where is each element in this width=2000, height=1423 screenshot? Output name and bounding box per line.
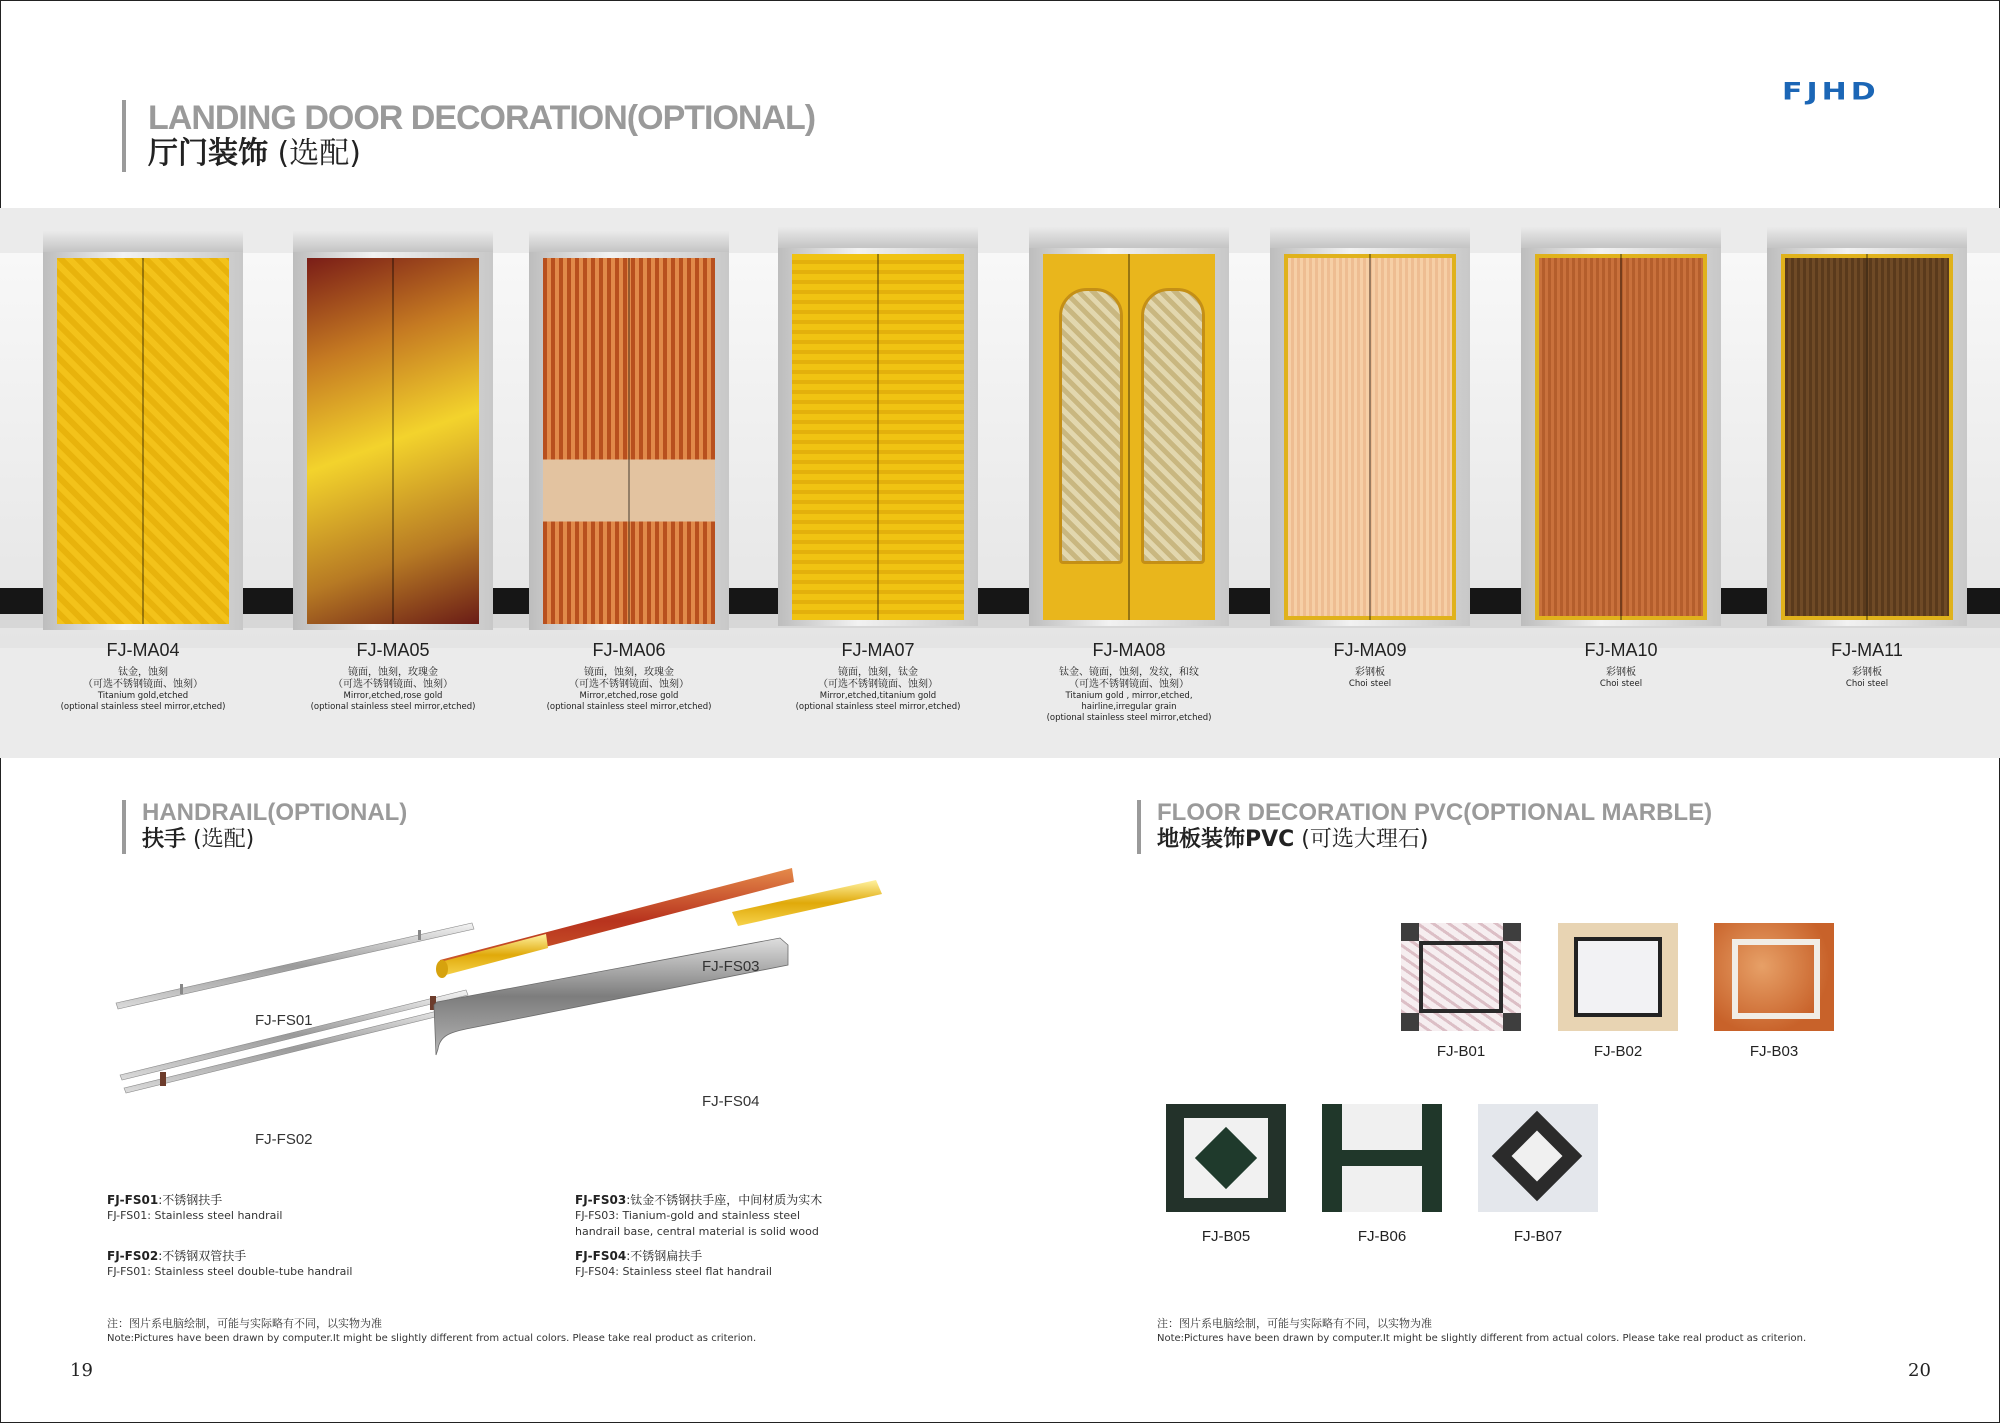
floor-title-en: FLOOR DECORATION PVC(OPTIONAL MARBLE): [1157, 799, 1713, 826]
door-label: FJ-MA09 彩钢板 Choi steel: [1260, 640, 1480, 690]
door-fj-ma04: [43, 230, 243, 630]
handrail-caption: FJ-FS03: [702, 958, 760, 975]
door-label: FJ-MA11 彩钢板 Choi steel: [1757, 640, 1977, 690]
door-label: FJ-MA07 镜面，蚀刻，钛金 （可选不锈钢镜面、蚀刻） Mirror,etched,titanium gold (optional stainless steel mirror,etched): [768, 640, 988, 713]
door-code: FJ-MA04: [106, 640, 180, 660]
landing-title-en: LANDING DOOR DECORATION(OPTIONAL): [148, 99, 816, 137]
page-number-left: 19: [70, 1360, 93, 1381]
right-footnote: 注：图片系电脑绘制，可能与实际略有不同，以实物为准 Note:Pictures have been drawn by computer.It might be slightly different from actual colors. Please take real product as criterion.: [1157, 1317, 1807, 1344]
handrail-fs01: [116, 923, 474, 1009]
door-fj-ma05: [293, 230, 493, 630]
door-fj-ma06: [529, 230, 729, 630]
landing-title-cn-opt: (选配): [277, 136, 361, 171]
door-code: FJ-MA05: [356, 640, 430, 660]
handrail-illustrations: [100, 850, 940, 1130]
page-number-right: 20: [1908, 1360, 1931, 1381]
tile-caption: FJ-B03: [1749, 1043, 1799, 1060]
floor-tile-fj-b06: [1322, 1104, 1442, 1212]
door-label: FJ-MA04 钛金，蚀刻 （可选不锈钢镜面、蚀刻） Titanium gold,etched (optional stainless steel mirror,etched): [33, 640, 253, 713]
tile-caption: FJ-B07: [1513, 1228, 1563, 1245]
landing-title-cn: [148, 136, 815, 172]
brand-logo: FJHD: [1782, 78, 1880, 106]
landing-heading: [122, 100, 815, 172]
door-fj-ma07: [778, 226, 978, 626]
handrail-caption: FJ-FS04: [702, 1093, 760, 1110]
handrail-title-en: HANDRAIL(OPTIONAL): [142, 799, 408, 826]
handrail-note: FJ-FS04:不锈钢扁扶手 FJ-FS04: Stainless steel flat handrail: [575, 1249, 772, 1278]
door-code: FJ-MA07: [841, 640, 915, 660]
floor-tile-fj-b07: [1478, 1104, 1598, 1212]
floor-tile-fj-b01: [1401, 923, 1521, 1031]
door-fj-ma08: [1029, 226, 1229, 626]
handrail-caption: FJ-FS02: [255, 1131, 313, 1148]
door-code: FJ-MA08: [1092, 640, 1166, 660]
handrail-note: FJ-FS02:不锈钢双管扶手 FJ-FS01: Stainless steel double-tube handrail: [107, 1249, 353, 1278]
handrail-fs02: [120, 990, 472, 1093]
handrail-caption: FJ-FS01: [255, 1012, 313, 1029]
tile-caption: FJ-B05: [1201, 1228, 1251, 1245]
door-fj-ma09: [1270, 226, 1470, 626]
floor-title-cn: 地板装饰PVC (可选大理石): [1157, 827, 1429, 852]
door-code: FJ-MA09: [1333, 640, 1407, 660]
door-fj-ma11: [1767, 226, 1967, 626]
handrail-note: FJ-FS03:钛金不锈钢扶手座，中间材质为实木 FJ-FS03: Tianium-gold and stainless steel handrail base, central material is solid wood: [575, 1193, 823, 1238]
door-code: FJ-MA06: [592, 640, 666, 660]
door-code: FJ-MA10: [1584, 640, 1658, 660]
door-label: FJ-MA05 镜面，蚀刻，玫瑰金 （可选不锈钢镜面、蚀刻） Mirror,etched,rose gold (optional stainless steel mirror,etched): [283, 640, 503, 713]
door-code: FJ-MA11: [1831, 640, 1903, 660]
floor-heading: [1137, 800, 1712, 854]
handrail-note: FJ-FS01:不锈钢扶手 FJ-FS01: Stainless steel handrail: [107, 1193, 283, 1222]
handrail-title-cn: 扶手 (选配): [142, 827, 255, 852]
floor-tile-fj-b05: [1166, 1104, 1286, 1212]
landing-title-cn-main: 厅门装饰: [148, 136, 268, 171]
door-label: FJ-MA08 钛金、镜面，蚀刻，发纹，和纹 （可选不锈钢镜面、蚀刻） Titanium gold , mirror,etched, hairline,irregular grain (optional stainless steel mirror,etched): [1019, 640, 1239, 724]
tile-caption: FJ-B01: [1436, 1043, 1486, 1060]
left-footnote: 注：图片系电脑绘制，可能与实际略有不同，以实物为准 Note:Pictures have been drawn by computer.It might be slightly different from actual colors. Please take real product as criterion.: [107, 1317, 757, 1344]
door-fj-ma10: [1521, 226, 1721, 626]
door-label: FJ-MA10 彩钢板 Choi steel: [1511, 640, 1731, 690]
tile-caption: FJ-B02: [1593, 1043, 1643, 1060]
floor-tile-fj-b03: [1714, 923, 1834, 1031]
tile-caption: FJ-B06: [1357, 1228, 1407, 1245]
handrail-heading: [122, 800, 407, 854]
door-label: FJ-MA06 镜面，蚀刻，玫瑰金 （可选不锈钢镜面、蚀刻） Mirror,etched,rose gold (optional stainless steel mirror,etched): [519, 640, 739, 713]
floor-tile-fj-b02: [1558, 923, 1678, 1031]
